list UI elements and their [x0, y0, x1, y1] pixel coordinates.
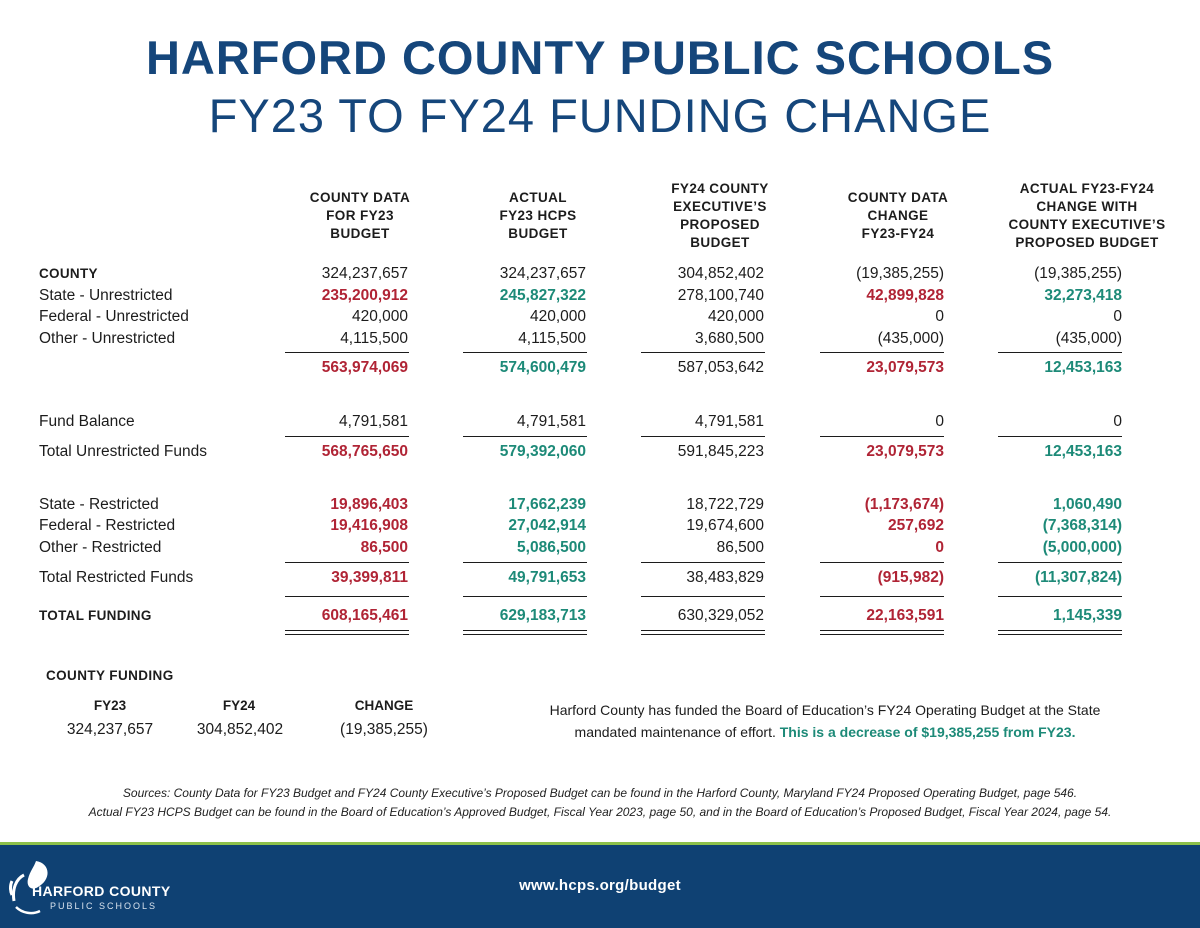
row-label: TOTAL FUNDING [39, 608, 152, 623]
county-funding-value-change: (19,385,255) [340, 721, 428, 738]
total-double-rule [820, 630, 944, 631]
cell-actual-fy23: 574,600,479 [499, 359, 586, 376]
cell-actual-fy23: 324,237,657 [499, 265, 586, 282]
cell-county-change: 0 [935, 539, 944, 556]
cell-county-change: 257,692 [887, 517, 944, 534]
county-funding-header-change: CHANGE [354, 698, 414, 713]
cell-actual-change: 1,145,339 [1053, 607, 1122, 624]
county-funding-title: COUNTY FUNDING [46, 668, 174, 683]
cell-fy24-proposed: 304,852,402 [677, 265, 764, 282]
cell-actual-fy23: 17,662,239 [508, 496, 586, 513]
total-double-rule [641, 634, 765, 635]
budget-url-link[interactable]: www.hcps.org/budget [519, 877, 681, 894]
col-header-actual-fy23: ACTUAL FY23 HCPS BUDGET [499, 190, 577, 241]
row-label: Federal - Unrestricted [39, 308, 189, 325]
subtotal-rule [998, 352, 1122, 353]
cell-fy24-proposed: 587,053,642 [677, 359, 764, 376]
cell-actual-change: 12,453,163 [1044, 359, 1122, 376]
row-label: Fund Balance [39, 413, 135, 430]
row-label: Total Restricted Funds [39, 569, 194, 586]
subtotal-rule [641, 562, 765, 563]
table-row [0, 330, 1200, 350]
logo-subname: PUBLIC SCHOOLS [50, 901, 158, 911]
cell-county-change: 23,079,573 [866, 443, 944, 460]
cell-county-change: 22,163,591 [866, 607, 944, 624]
table-row [0, 496, 1200, 516]
cell-county-fy23: 39,399,811 [331, 569, 408, 586]
subtotal-rule [820, 596, 944, 597]
subtotal-rule [285, 352, 409, 353]
cell-actual-change: 0 [1113, 413, 1122, 430]
subtotal-rule [998, 596, 1122, 597]
county-funding-header-fy23: FY23 [93, 698, 127, 713]
county-funding-value-fy23: 324,237,657 [66, 721, 154, 738]
total-double-rule [285, 630, 409, 631]
county-funding-header-fy24: FY24 [222, 698, 256, 713]
cell-county-fy23: 563,974,069 [321, 359, 408, 376]
cell-county-change: (19,385,255) [856, 265, 944, 282]
total-double-rule [463, 634, 587, 635]
subtotal-rule [641, 436, 765, 437]
subtotal-rule [285, 562, 409, 563]
subtotal-rule [641, 352, 765, 353]
cell-county-change: 23,079,573 [866, 359, 944, 376]
cell-actual-fy23: 245,827,322 [499, 287, 586, 304]
cell-actual-fy23: 629,183,713 [499, 607, 586, 624]
row-label: Other - Unrestricted [39, 330, 176, 347]
row-label: COUNTY [39, 266, 98, 281]
cell-fy24-proposed: 19,674,600 [686, 517, 764, 534]
cell-county-change: (435,000) [877, 330, 944, 347]
cell-county-fy23: 420,000 [351, 308, 408, 325]
cell-county-change: 42,899,828 [866, 287, 944, 304]
col-header-county-change: COUNTY DATA CHANGE FY23-FY24 [847, 190, 949, 241]
cell-actual-change: 0 [1113, 308, 1122, 325]
row-label: Federal - Restricted [39, 517, 176, 534]
total-double-rule [998, 634, 1122, 635]
subtotal-rule [463, 352, 587, 353]
table-row [0, 539, 1200, 559]
cell-county-fy23: 86,500 [360, 539, 408, 556]
subtotal-rule [463, 562, 587, 563]
cell-actual-change: (19,385,255) [1034, 265, 1122, 282]
table-row [0, 569, 1200, 589]
cell-actual-fy23: 579,392,060 [499, 443, 586, 460]
col-header-actual-change: ACTUAL FY23-FY24 CHANGE WITH COUNTY EXECUTIVE’S PROPOSED BUDGET [1008, 181, 1166, 250]
source-line-1: Sources: County Data for FY23 Budget and FY24 County Executive’s Proposed Budget can be found in the Harford County, Maryland FY24 Proposed Operating Budget, page 546. [122, 786, 1078, 800]
cell-actual-fy23: 420,000 [529, 308, 586, 325]
cell-county-fy23: 608,165,461 [321, 607, 408, 624]
cell-fy24-proposed: 630,329,052 [677, 607, 764, 624]
cell-actual-fy23: 4,115,500 [518, 330, 586, 347]
cell-actual-fy23: 4,791,581 [517, 413, 586, 430]
cell-actual-change: (11,307,824) [1034, 569, 1122, 586]
cell-actual-fy23: 5,086,500 [517, 539, 586, 556]
cell-county-change: (915,982) [877, 569, 944, 586]
county-funding-value-fy24: 304,852,402 [196, 721, 284, 738]
col-header-fy24-proposed: FY24 COUNTY EXECUTIVE’S PROPOSED BUDGET [671, 181, 769, 250]
table-row [0, 308, 1200, 328]
funding-note [520, 699, 1130, 743]
subtotal-rule [463, 596, 587, 597]
cell-county-fy23: 235,200,912 [321, 287, 408, 304]
cell-actual-change: 1,060,490 [1053, 496, 1122, 513]
table-row [0, 413, 1200, 433]
cell-county-fy23: 19,416,908 [330, 517, 408, 534]
cell-fy24-proposed: 4,791,581 [695, 413, 764, 430]
cell-actual-fy23: 27,042,914 [508, 517, 586, 534]
cell-actual-change: 12,453,163 [1044, 443, 1122, 460]
cell-county-fy23: 4,791,581 [339, 413, 408, 430]
subtotal-rule [641, 596, 765, 597]
row-label: State - Unrestricted [39, 287, 173, 304]
cell-county-change: 0 [935, 308, 944, 325]
table-row [0, 607, 1200, 627]
subtotal-rule [463, 436, 587, 437]
total-double-rule [998, 630, 1122, 631]
funding-note-highlight: This is a decrease of $19,385,255 from FY23. [779, 724, 1076, 740]
table-row [0, 265, 1200, 285]
row-label: Other - Restricted [39, 539, 162, 556]
table-row [0, 287, 1200, 307]
cell-county-fy23: 19,896,403 [330, 496, 408, 513]
cell-fy24-proposed: 591,845,223 [677, 443, 764, 460]
total-double-rule [641, 630, 765, 631]
cell-fy24-proposed: 278,100,740 [677, 287, 764, 304]
cell-fy24-proposed: 38,483,829 [686, 569, 764, 586]
cell-fy24-proposed: 420,000 [707, 308, 764, 325]
page-title: HARFORD COUNTY PUBLIC SCHOOLS [145, 31, 1055, 84]
total-double-rule [820, 634, 944, 635]
total-double-rule [463, 630, 587, 631]
cell-fy24-proposed: 3,680,500 [695, 330, 764, 347]
table-row [0, 359, 1200, 379]
cell-fy24-proposed: 18,722,729 [686, 496, 764, 513]
subtotal-rule [820, 436, 944, 437]
cell-county-fy23: 324,237,657 [321, 265, 408, 282]
subtotal-rule [285, 436, 409, 437]
col-header-county-fy23: COUNTY DATA FOR FY23 BUDGET [309, 190, 411, 241]
table-row [0, 517, 1200, 537]
sources-note [0, 784, 1200, 822]
row-label: State - Restricted [39, 496, 159, 513]
cell-fy24-proposed: 86,500 [716, 539, 764, 556]
table-row [0, 443, 1200, 463]
subtotal-rule [998, 562, 1122, 563]
cell-actual-change: (5,000,000) [1042, 539, 1122, 556]
cell-actual-change: (7,368,314) [1042, 517, 1122, 534]
subtotal-rule [998, 436, 1122, 437]
cell-county-change: 0 [935, 413, 944, 430]
cell-county-change: (1,173,674) [864, 496, 944, 513]
logo-name: HARFORD COUNTY [32, 883, 171, 899]
cell-actual-change: (435,000) [1055, 330, 1122, 347]
subtotal-rule [820, 352, 944, 353]
cell-actual-fy23: 49,791,653 [508, 569, 586, 586]
row-label: Total Unrestricted Funds [39, 443, 207, 460]
footer-bar [0, 845, 1200, 928]
source-line-2: Actual FY23 HCPS Budget can be found in the Board of Education’s Approved Budget, Fiscal Year 2023, page 50, and in the Board of Education’s Proposed Budget, Fiscal Year 2024, page 54. [88, 805, 1112, 819]
total-double-rule [285, 634, 409, 635]
cell-county-fy23: 4,115,500 [340, 330, 408, 347]
cell-actual-change: 32,273,418 [1044, 287, 1122, 304]
page-subtitle: FY23 TO FY24 FUNDING CHANGE [208, 89, 992, 142]
subtotal-rule [820, 562, 944, 563]
funding-note-text: Harford County has funded the Board of Education’s FY24 Operating Budget at the State mandated maintenance of effort. [549, 702, 1101, 740]
cell-county-fy23: 568,765,650 [321, 443, 408, 460]
subtotal-rule [285, 596, 409, 597]
